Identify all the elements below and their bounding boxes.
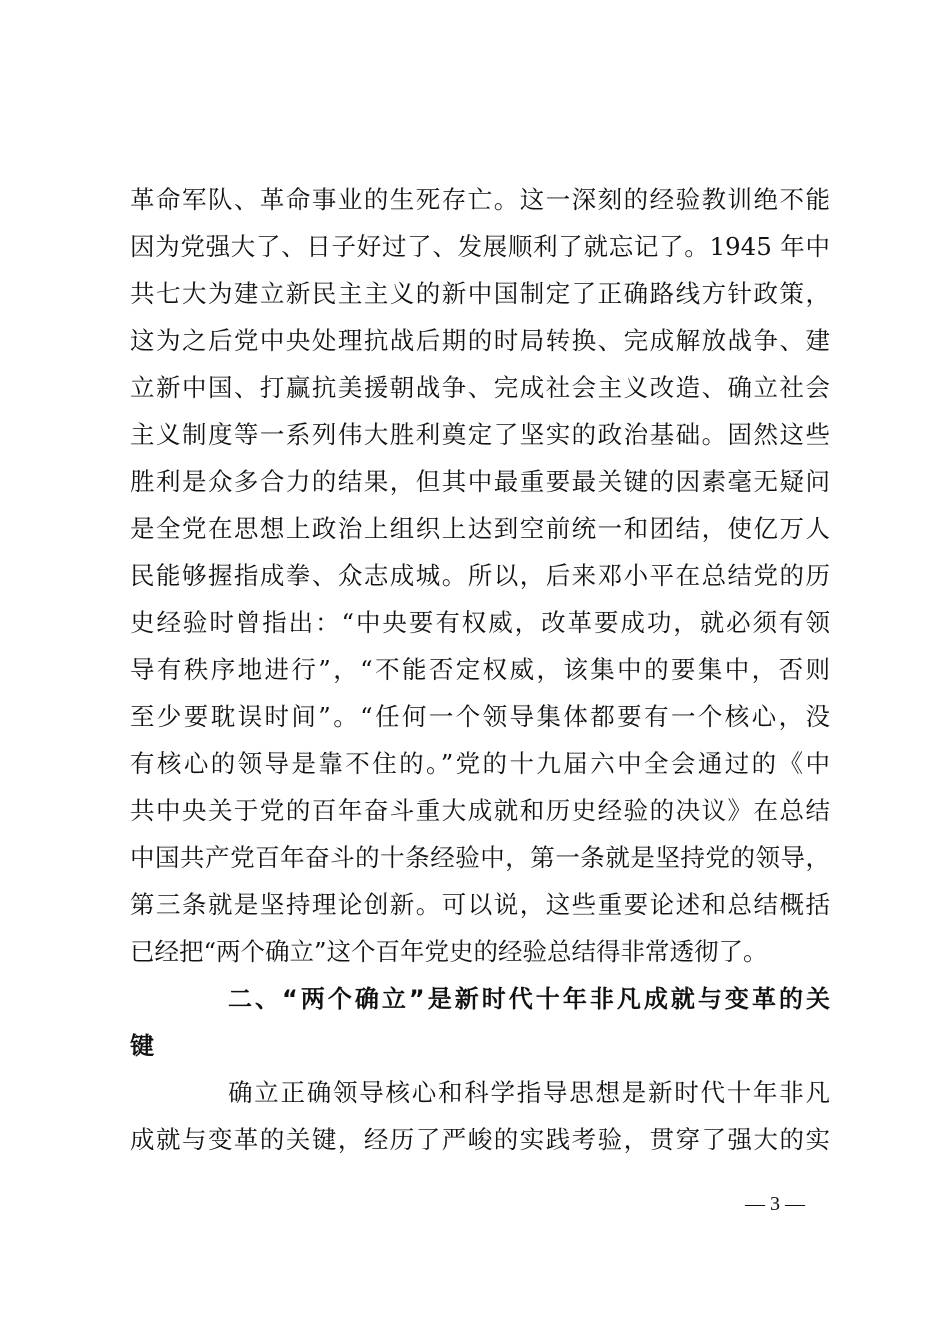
- paragraph-line: 主义制度等一系列伟大胜利奠定了坚实的政治基础。固然这些: [130, 420, 830, 449]
- paragraph-line: 共中央关于党的百年奋斗重大成就和历史经验的决议》在总结: [130, 796, 830, 825]
- paragraph-line: 因为党强大了、日子好过了、发展顺利了就忘记了。1945 年中: [130, 232, 830, 261]
- paragraph-line: 导有秩序地进行”，“不能否定权威，该集中的要集中，否则: [130, 655, 830, 684]
- paragraph-line: 这为之后党中央处理抗战后期的时局转换、完成解放战争、建: [130, 326, 830, 355]
- paragraph-line: 革命军队、革命事业的生死存亡。这一深刻的经验教训绝不能: [130, 185, 830, 214]
- page-number: — 3 —: [745, 1193, 805, 1215]
- section-heading: 二、“两个确立”是新时代十年非凡成就与变革的关: [228, 985, 830, 1013]
- paragraph-line: 已经把“两个确立”这个百年党史的经验总结得非常透彻了。: [130, 937, 768, 966]
- paragraph-line: 史经验时曾指出：“中央要有权威，改革要成功，就必须有领: [130, 608, 830, 637]
- paragraph-line: 有核心的领导是靠不住的。”党的十九届六中全会通过的《中: [130, 749, 830, 778]
- paragraph-line: 是全党在思想上政治上组织上达到空前统一和团结，使亿万人: [130, 514, 830, 543]
- paragraph-line: 立新中国、打赢抗美援朝战争、完成社会主义改造、确立社会: [130, 373, 830, 402]
- paragraph-line: 民能够握指成拳、众志成城。所以，后来邓小平在总结党的历: [130, 561, 830, 590]
- paragraph-line: 胜利是众多合力的结果，但其中最重要最关键的因素毫无疑问: [130, 467, 830, 496]
- paragraph-line: 至少要耽误时间”。“任何一个领导集体都要有一个核心，没: [130, 702, 830, 731]
- paragraph-line: 中国共产党百年奋斗的十条经验中，第一条就是坚持党的领导，: [130, 843, 830, 872]
- section-heading-continuation: 键: [130, 1032, 154, 1060]
- paragraph-line: 共七大为建立新民主主义的新中国制定了正确路线方针政策，: [130, 279, 830, 308]
- paragraph-line: 第三条就是坚持理论创新。可以说，这些重要论述和总结概括: [130, 890, 830, 919]
- paragraph-line: 成就与变革的关键，经历了严峻的实践考验，贯穿了强大的实: [130, 1125, 830, 1154]
- paragraph-line: 确立正确领导核心和科学指导思想是新时代十年非凡: [228, 1078, 830, 1107]
